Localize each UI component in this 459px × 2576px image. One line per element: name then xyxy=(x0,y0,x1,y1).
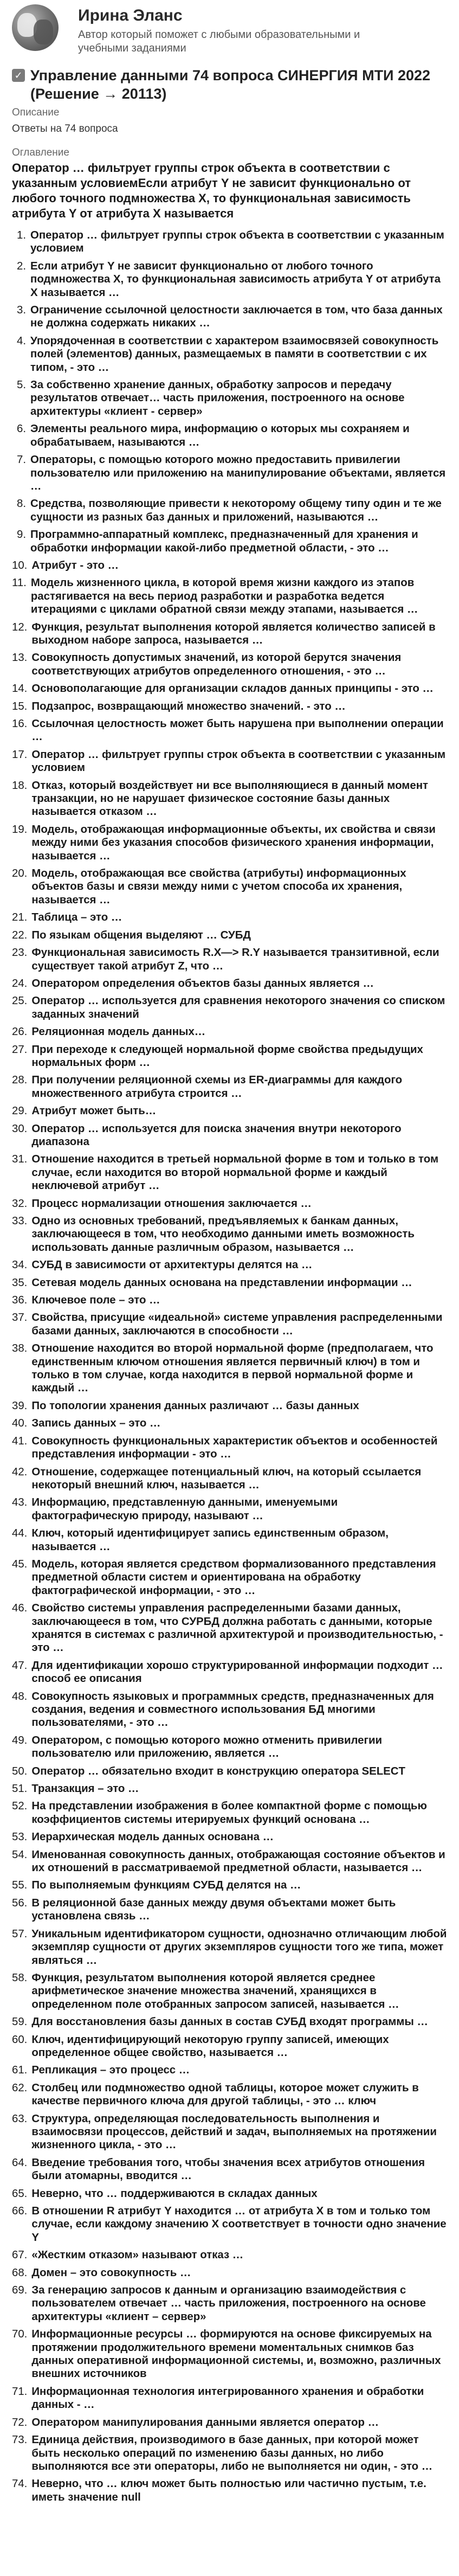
question-text: Атрибут - это … xyxy=(31,559,119,571)
question-text: По языкам общения выделяют … СУБД xyxy=(31,929,251,941)
question-item xyxy=(12,1602,447,1655)
question-item xyxy=(12,1104,447,1117)
question-text: Подзапрос, возвращающий множество значений. - это … xyxy=(31,700,346,712)
question-item xyxy=(12,1527,447,1553)
question-number: 43. xyxy=(12,1496,28,1509)
question-item xyxy=(12,2266,447,2279)
author-card xyxy=(12,0,447,64)
title-row xyxy=(12,66,447,103)
question-number: 10. xyxy=(12,559,28,571)
question-item xyxy=(12,2205,447,2244)
question-text: Если атрибут Y не зависит функционально от любого точного подмножества X, то функциональная зависимость атрибута Y от атрибута X называется … xyxy=(30,260,441,299)
question-number: 34. xyxy=(12,1259,28,1271)
question-number: 49. xyxy=(12,1734,28,1746)
author-description: Автор который поможет с любыми образовательными и учебными заданиями xyxy=(78,29,360,54)
question-text: Свойства, присущие «идеальной» системе управления распределенными базами данных, заключаются в способности … xyxy=(31,1312,443,1337)
page-title: Управление данными 74 вопроса СИНЕРГИЯ МТИ 2022 (Решение → 20113) xyxy=(30,67,431,102)
question-text: Структура, определяющая последовательность выполнения и взаимосвязи процессов, действий и задач, выполняемых на протяжении жизненного цикла, - это … xyxy=(31,2112,437,2151)
question-number: 13. xyxy=(12,652,28,664)
question-number: 66. xyxy=(12,2205,28,2217)
question-item xyxy=(12,1734,447,1761)
question-item xyxy=(12,621,447,647)
question-number: 8. xyxy=(16,498,26,510)
question-text: За собственно хранение данных, обработку запросов и передачу результатов отвечает… часть приложения, построенного на основе архитектуры «клиент - сервер» xyxy=(30,379,405,417)
question-item xyxy=(12,422,447,449)
question-text: Именованная совокупность данных, отображающая состояние объектов и их отношений в рассматриваемой предметной области, называется … xyxy=(31,1848,445,1874)
question-text: Модель, отображающая все свойства (атрибуты) информационных объектов базы и связи между ними с учетом способа их хранения, называется … xyxy=(31,868,406,906)
question-item xyxy=(12,823,447,863)
question-text: Одно из основных требований, предъявляемых к банкам данных, заключающееся в том, что необходимо данными иметь возможность использовать данные различным образом, называется … xyxy=(31,1215,415,1254)
question-text: Ограничение ссылочной целостности заключается в том, что база данных не должна содержать никаких … xyxy=(30,304,443,330)
question-text: Таблица – это … xyxy=(31,911,122,924)
question-number: 47. xyxy=(12,1659,28,1672)
question-number: 31. xyxy=(12,1153,28,1166)
question-item xyxy=(12,528,447,555)
question-text: Функция, результатом выполнения которой является среднее арифметическое значение множества значений, хранящихся в определенном поле отобранных запросом записей, называется … xyxy=(31,1971,399,2010)
question-number: 68. xyxy=(12,2266,28,2279)
question-item xyxy=(12,1276,447,1289)
question-number: 28. xyxy=(12,1074,28,1087)
question-number: 3. xyxy=(16,304,26,317)
question-number: 64. xyxy=(12,2156,28,2169)
question-text: Элементы реального мира, информацию о которых мы сохраняем и обрабатываем, называются … xyxy=(30,423,410,448)
question-number: 27. xyxy=(12,1043,28,1056)
question-item xyxy=(12,946,447,973)
question-number: 40. xyxy=(12,1417,28,1430)
question-text: Информационные ресурсы … формируются на основе фиксируемых на протяжении продолжительного времени моментальных снимков баз данных оперативной информационной системы, и, возможно, различных внешних источников xyxy=(31,2328,441,2380)
question-item xyxy=(12,748,447,775)
question-item xyxy=(12,929,447,942)
question-number: 23. xyxy=(12,947,28,959)
question-item xyxy=(12,2249,447,2262)
question-number: 4. xyxy=(16,335,26,347)
question-text: Транзакция – это … xyxy=(31,1783,139,1795)
question-number: 32. xyxy=(12,1197,28,1210)
question-item xyxy=(12,2385,447,2412)
question-text: Иерархическая модель данных основана … xyxy=(31,1831,274,1843)
question-number: 21. xyxy=(12,911,28,924)
question-item xyxy=(12,559,447,572)
question-number: 12. xyxy=(12,621,28,633)
question-item xyxy=(12,1690,447,1730)
question-item xyxy=(12,335,447,374)
question-text: Домен – это совокупность … xyxy=(31,2266,191,2279)
question-text: Репликация – это процесс … xyxy=(31,2064,190,2077)
question-text: Ключ, который идентифицирует запись единственным образом, называется … xyxy=(31,1527,389,1553)
question-number: 60. xyxy=(12,2033,28,2046)
question-text: Оператор … используется для сравнения некоторого значения со списком заданных значений xyxy=(31,995,445,1020)
question-number: 36. xyxy=(12,1294,28,1307)
question-number: 52. xyxy=(12,1800,28,1813)
question-number: 41. xyxy=(12,1435,28,1447)
description-label: Описание xyxy=(12,107,60,118)
question-text: Оператором, с помощью которого можно отменить привилегии пользователю или приложению, является … xyxy=(31,1734,383,1760)
question-item xyxy=(12,1558,447,1597)
question-item xyxy=(12,2187,447,2200)
question-text: Неверно, что … ключ может быть полностью или частично пустым, т.е. иметь значение null xyxy=(31,2478,426,2503)
question-number: 11. xyxy=(12,577,27,589)
question-item xyxy=(12,1800,447,1826)
question-item xyxy=(12,1399,447,1412)
question-text: Оператор … обязательно входит в конструкцию оператора SELECT xyxy=(31,1765,405,1777)
question-number: 74. xyxy=(12,2478,28,2490)
question-text: Сетевая модель данных основана на представлении информации … xyxy=(31,1276,412,1289)
question-text: Отношение находится в третьей нормальной форме в том и только в том случае, если находится во второй нормальной форме и каждый неключевой атрибут … xyxy=(31,1153,439,1192)
question-item xyxy=(12,1848,447,1875)
description-text: Ответы на 74 вопроса xyxy=(12,123,118,134)
question-number: 67. xyxy=(12,2249,28,2262)
question-number: 56. xyxy=(12,1897,28,1909)
question-item xyxy=(12,2328,447,2381)
question-item xyxy=(12,977,447,990)
question-text: Для идентификации хорошо структурированной информации подходит … способ ее описания xyxy=(31,1659,443,1685)
question-item xyxy=(12,1153,447,1192)
question-text: Отношение, содержащее потенциальный ключ, на который ссылается некоторый внешний ключ, называется … xyxy=(31,1466,422,1491)
question-text: Совокупность языковых и программных средств, предназначенных для создания, ведения и совместного использования БД многими пользователями, - это … xyxy=(31,1690,434,1729)
question-number: 48. xyxy=(12,1690,28,1703)
question-item xyxy=(12,1025,447,1038)
question-number: 65. xyxy=(12,2187,28,2200)
question-text: Функция, результат выполнения которой является количество записей в выходном наборе запроса, называется … xyxy=(31,621,436,646)
question-text: Запись данных – это … xyxy=(31,1417,161,1430)
question-text: Оператор … фильтрует группы строк объекта в соответствии с указанным условием xyxy=(31,748,446,774)
toc-label: Оглавление xyxy=(12,147,69,158)
question-text: По выполняемым функциям СУБД делятся на … xyxy=(31,1879,301,1892)
question-number: 53. xyxy=(12,1831,28,1843)
question-text: В отношении R атрибут Y находится … от атрибута X в том и только том случае, если каждому значению X соответствует в точности одно значение Y xyxy=(31,2205,447,2244)
question-item xyxy=(12,2477,447,2504)
question-item xyxy=(12,1659,447,1686)
question-text: Упорядоченная в соответствии с характером взаимосвязей совокупность полей (элементов) данных, размещаемых в памяти в соответствии с их типом, - это … xyxy=(30,335,439,374)
question-number: 45. xyxy=(12,1558,28,1570)
question-text: Оператором манипулирования данными является оператор … xyxy=(31,2416,379,2429)
question-text: Единица действия, производимого в базе данных, при которой может быть несколько операций по изменению базы данных, но либо выполняются все эти операторы, либо не выполняется ни один, - это … xyxy=(31,2434,433,2472)
question-number: 14. xyxy=(12,683,28,695)
question-number: 42. xyxy=(12,1466,28,1478)
question-number: 9. xyxy=(16,529,26,541)
question-number: 26. xyxy=(12,1026,28,1038)
question-number: 22. xyxy=(12,929,28,941)
question-number: 59. xyxy=(12,2016,28,2028)
question-number: 18. xyxy=(12,779,28,792)
question-item xyxy=(12,1197,447,1210)
question-item xyxy=(12,576,447,616)
question-item xyxy=(12,1928,447,1967)
author-info xyxy=(78,4,382,55)
question-number: 58. xyxy=(12,1971,28,1984)
question-number: 15. xyxy=(12,700,28,712)
question-text: Совокупность допустимых значений, из которой берутся значения соответствующих атрибутов определенного отношения, - это … xyxy=(31,652,402,677)
question-item xyxy=(12,1342,447,1395)
question-number: 19. xyxy=(12,823,28,836)
question-number: 61. xyxy=(12,2064,28,2077)
question-text: На представлении изображения в более компактной форме с помощью коэффициентов системы итерируемых функций основана … xyxy=(31,1800,427,1826)
question-item xyxy=(12,994,447,1021)
question-text: Модель, отображающая информационные объекты, их свойства и связи между ними без указания способов физического хранения информации, называется … xyxy=(31,823,436,862)
question-text: Оператор … используется для поиска значения внутри некоторого диапазона xyxy=(31,1122,402,1148)
question-item xyxy=(12,2112,447,2152)
question-number: 55. xyxy=(12,1879,28,1892)
question-item xyxy=(12,2284,447,2323)
question-text: Введение требования того, чтобы значения всех атрибутов отношения были атомарны, вводится … xyxy=(31,2156,425,2182)
question-text: Отказ, который воздействует ни все выполняющиеся в данный момент транзакции, но не нарушает физическое состояние базы данных называется отказом … xyxy=(31,779,429,818)
question-number: 50. xyxy=(12,1765,28,1777)
question-item xyxy=(12,1765,447,1778)
question-number: 38. xyxy=(12,1342,28,1355)
question-text: Отношение находится во второй нормальной форме (предполагаем, что единственным ключом отношения является первичный ключ) в том и только в том случае, когда находится в первой нормальной форме и каждый … xyxy=(31,1342,434,1395)
question-text: Программно-аппаратный комплекс, предназначенный для хранения и обработки информации какой-либо предметной области, - это … xyxy=(30,529,418,554)
avatar[interactable] xyxy=(12,4,59,51)
question-text: Оператор … фильтрует группы строк объекта в соответствии с указанным условием xyxy=(30,229,444,255)
question-item xyxy=(12,1294,447,1307)
question-text: Ключ, идентифицирующий некоторую группу записей, имеющих определенное общее свойство, называется … xyxy=(31,2033,389,2059)
question-text: Ссылочная целостность может быть нарушена при выполнении операции … xyxy=(31,718,444,743)
question-item xyxy=(12,2082,447,2108)
question-text: Для восстановления базы данных в состав СУБД входят программы … xyxy=(31,2016,428,2028)
question-number: 63. xyxy=(12,2112,28,2125)
question-text: Оператором определения объектов базы данных является … xyxy=(31,977,374,990)
question-list xyxy=(12,229,447,2504)
question-number: 69. xyxy=(12,2284,28,2297)
question-item xyxy=(12,1258,447,1271)
question-text: Ключевое поле – это … xyxy=(31,1294,160,1307)
question-item xyxy=(12,1879,447,1892)
question-text: Реляционная модель данных… xyxy=(31,1026,206,1038)
question-number: 44. xyxy=(12,1527,28,1540)
question-item xyxy=(12,1417,447,1430)
question-item xyxy=(12,1897,447,1923)
question-number: 51. xyxy=(12,1783,28,1795)
question-text: Столбец или подмножество одной таблицы, которое может служить в качестве первичного ключа для другой таблицы, - это … ключ xyxy=(31,2082,419,2108)
question-text: Модель жизненного цикла, в которой время жизни каждого из этапов растягивается на весь период разработки и разработка ведется итерациями с циклами обратной связи между этапами, называется … xyxy=(30,577,418,616)
question-number: 17. xyxy=(12,748,28,761)
question-text: Совокупность функциональных характеристик объектов и особенностей представления информации - это … xyxy=(31,1435,438,1461)
question-item xyxy=(12,779,447,819)
question-number: 39. xyxy=(12,1399,28,1412)
question-item xyxy=(12,2156,447,2183)
question-item xyxy=(12,1215,447,1254)
question-text: Информационная технология интегрированного хранения и обработки данных - … xyxy=(31,2385,424,2411)
question-text: Средства, позволяющие привести к некоторому общему типу один и те же сущности из разных баз данных и приложений, называются … xyxy=(30,498,442,523)
question-item xyxy=(12,260,447,299)
question-number: 70. xyxy=(12,2328,28,2341)
question-text: СУБД в зависимости от архитектуры делятся на … xyxy=(31,1259,313,1271)
question-item xyxy=(12,1074,447,1100)
question-item xyxy=(12,1496,447,1523)
question-item xyxy=(12,2015,447,2028)
question-text: «Жестким отказом» называют отказ … xyxy=(31,2249,244,2262)
question-item xyxy=(12,378,447,418)
question-number: 62. xyxy=(12,2082,28,2094)
question-number: 6. xyxy=(16,423,26,435)
question-item xyxy=(12,2433,447,2473)
question-number: 1. xyxy=(16,229,26,241)
question-text: По топологии хранения данных различают … базы данных xyxy=(31,1399,359,1412)
question-item xyxy=(12,1971,447,2011)
question-number: 2. xyxy=(16,260,26,272)
question-number: 29. xyxy=(12,1105,28,1117)
question-title: Оператор … фильтрует группы строк объекта в соответствии с указанным условиемЕсли атрибут Y не зависит функционально от любого точного подмножества X, то функциональная зависимость атрибута Y от атрибута X называется xyxy=(12,161,411,220)
question-text: В реляционной базе данных между двумя объектами может быть установлена связь … xyxy=(31,1897,396,1923)
question-number: 20. xyxy=(12,868,28,880)
question-text: Информацию, представленную данными, именуемыми фактографическую природу, называют … xyxy=(31,1496,338,1522)
question-number: 46. xyxy=(12,1602,28,1615)
question-item xyxy=(12,1830,447,1843)
question-item xyxy=(12,1466,447,1492)
question-text: Уникальным идентификатором сущности, однозначно отличающим любой экземпляр сущности от других экземпляров сущности того же типа, может являться … xyxy=(31,1928,447,1967)
question-item xyxy=(12,497,447,524)
question-item xyxy=(12,1435,447,1461)
question-item xyxy=(12,453,447,493)
question-item xyxy=(12,867,447,907)
question-item xyxy=(12,682,447,695)
question-number: 30. xyxy=(12,1122,28,1135)
question-item xyxy=(12,651,447,678)
question-text: При переходе к следующей нормальной форме свойства предыдущих нормальных форм … xyxy=(31,1043,423,1069)
question-text: Основополагающие для организации складов данных принципы - это … xyxy=(31,683,434,695)
question-item xyxy=(12,1782,447,1795)
question-text: Атрибут может быть… xyxy=(31,1105,157,1117)
question-item xyxy=(12,1122,447,1149)
question-number: 35. xyxy=(12,1276,28,1289)
question-text: Операторы, с помощью которого можно предоставить привилегии пользователю или приложению на манипулирование объектами, является … xyxy=(30,454,446,492)
question-number: 7. xyxy=(16,454,26,466)
question-text: Модель, которая является средством формализованного представления предметной области систем и ориентирована на обработку фактографической информации, - это … xyxy=(31,1558,436,1597)
question-item xyxy=(12,229,447,255)
question-number: 54. xyxy=(12,1848,28,1861)
question-text: При получении реляционной схемы из ER-диаграммы для каждого множественного атрибута строится … xyxy=(31,1074,403,1100)
checkmark-icon: ✓ xyxy=(12,69,25,82)
question-text: За генерацию запросов к данным и организацию взаимодействия с пользователем отвечает … часть приложения, построенного на основе архитектуры «клиент – сервер» xyxy=(31,2284,426,2323)
question-text: Функциональная зависимость R.X—> R.Y называется транзитивной, если существует такой атрибут Z, что … xyxy=(31,947,439,972)
question-number: 37. xyxy=(12,1312,28,1324)
question-number: 71. xyxy=(12,2385,28,2398)
question-item xyxy=(12,2064,447,2077)
question-item xyxy=(12,304,447,330)
question-item xyxy=(12,1311,447,1338)
question-item xyxy=(12,700,447,713)
question-number: 5. xyxy=(16,379,26,391)
question-item xyxy=(12,1043,447,1070)
question-item xyxy=(12,911,447,924)
question-number: 16. xyxy=(12,718,28,730)
question-item xyxy=(12,2033,447,2060)
question-number: 33. xyxy=(12,1215,28,1227)
question-text: Свойство системы управления распределенными базами данных, заключающееся в том, что СУРБД должна работать с данными, которые хранятся в системах с различной архитектурой и производительностью, - это … xyxy=(31,1602,443,1654)
question-text: Процесс нормализации отношения заключается … xyxy=(31,1197,312,1210)
question-item xyxy=(12,2416,447,2429)
question-item xyxy=(12,717,447,744)
question-number: 73. xyxy=(12,2434,28,2446)
author-name[interactable]: Ирина Эланс xyxy=(78,7,183,24)
question-number: 72. xyxy=(12,2416,28,2429)
question-number: 25. xyxy=(12,995,28,1007)
question-number: 57. xyxy=(12,1928,28,1940)
question-number: 24. xyxy=(12,977,28,990)
question-text: Неверно, что … поддерживаются в складах данных xyxy=(31,2187,318,2200)
